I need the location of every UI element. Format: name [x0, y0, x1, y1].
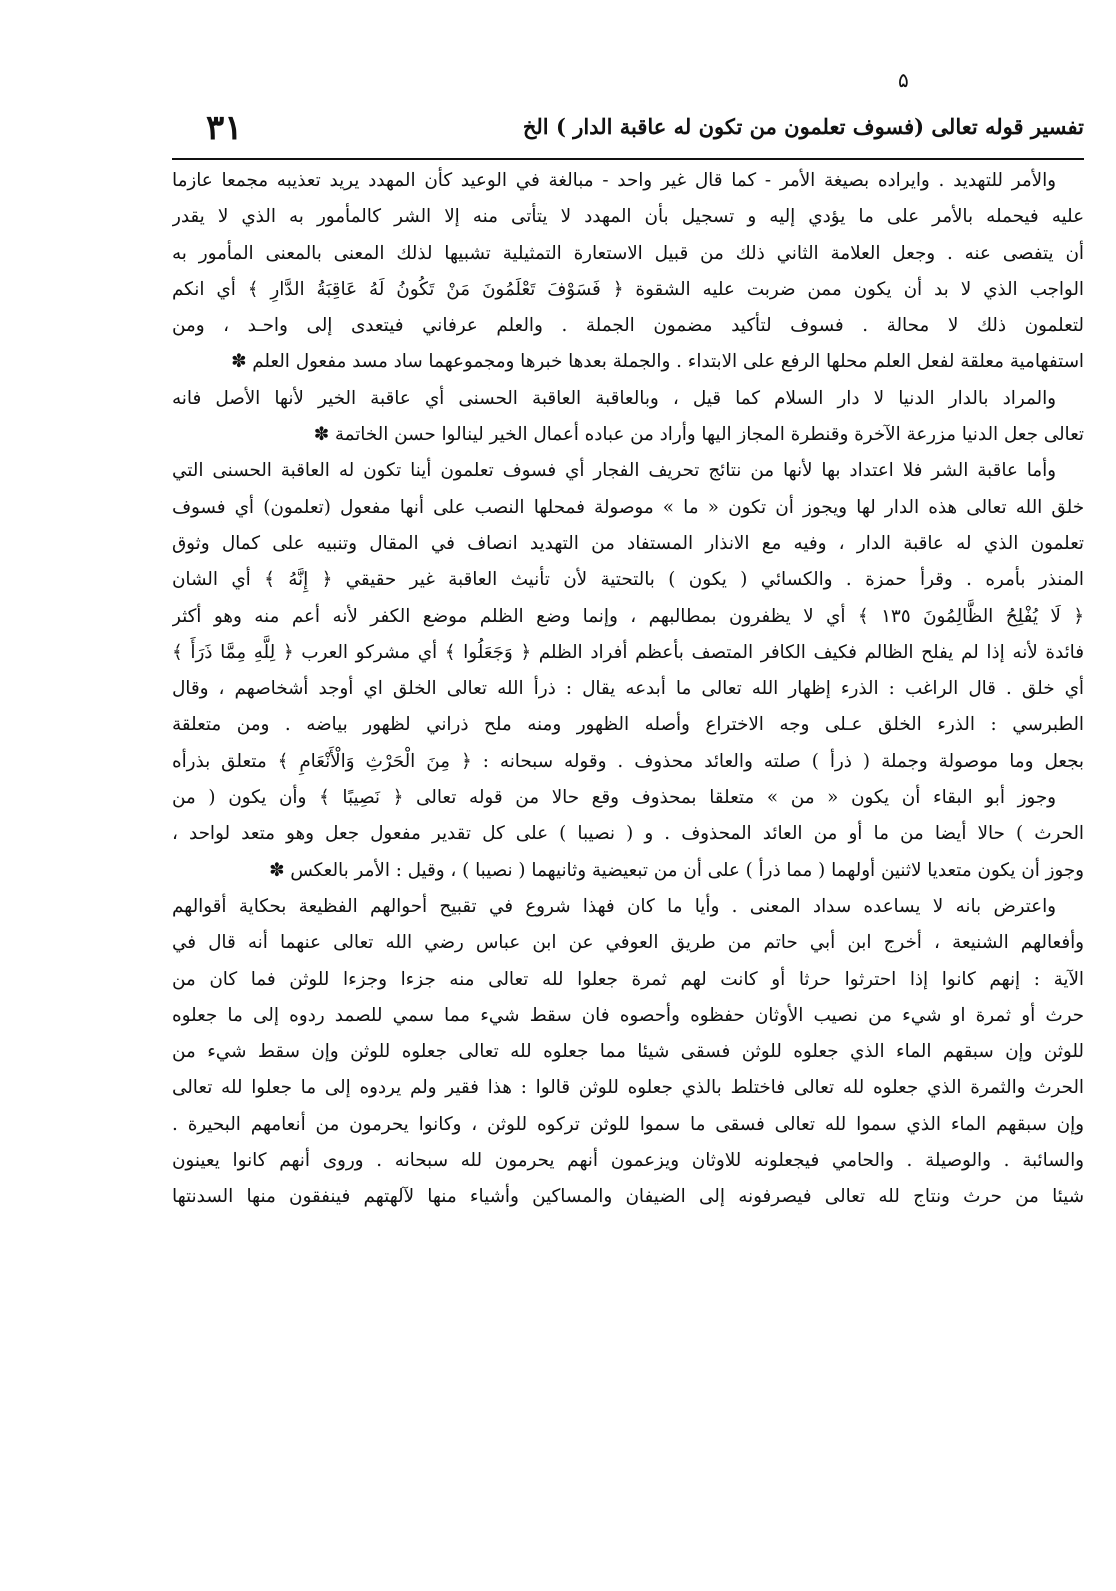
text-line: للوثن وإن سبقهم الماء الذي جعلوه للوثن فسقى شيئا مما جعلوه لله تعالى جعلوه للوثن وإن سقط شيء من — [172, 1041, 1084, 1063]
text-line: والمراد بالدار الدنيا لا دار السلام كما قيل ، وبالعاقبة العاقبة الحسنى أي عاقبة الخير لأنها الأصل فانه — [172, 387, 1056, 409]
text-line: الحرث والثمرة الذي جعلوه لله تعالى فاختلط بالذي جعلوه للوثن قالوا : هذا فقير ولم يردوه إلى ما جعلوا لله تعالى — [172, 1077, 1084, 1099]
text-line: ﴿ لَا يُفْلِحُ الظَّالِمُونَ ١٣٥ ﴾ أي لا يظفرون بمطالبهم ، وإنما وضع الظلم موضع الكفر لأنه أعم منه وهو أكثر — [172, 605, 1084, 627]
text-line: بجعل وما موصولة وجملة ( ذرأ ) صلته والعائد محذوف . وقوله سبحانه : ﴿ مِنَ الْحَرْثِ وَالْأَنْعَامِ ﴾ متعلق بذرأه — [172, 750, 1084, 772]
text-line: أن يتفصى عنه . وجعل العلامة الثاني ذلك من قبيل الاستعارة التمثيلية تشبيها لذلك المعنى بالمعنى المأمور به — [172, 242, 1084, 264]
page-mark: ۵ — [898, 68, 909, 92]
text-line: الآية : إنهم كانوا إذا احترثوا حرثا أو كانت لهم ثمرة جعلوا لله تعالى منه جزءا وجزءا للوثن فما كان من — [172, 968, 1084, 990]
text-line: وجوز أن يكون متعديا لاثنين أولهما ( مما ذرأ ) على أن من تبعيضية وثانيهما ( نصيبا ) ، وقيل : الأمر بالعكس ✽ — [269, 859, 1084, 881]
text-line: خلق الله تعالى هذه الدار لها ويجوز أن تكون « ما » موصولة فمحلها النصب على أنها مفعول (تعلمون) أي فسوف — [172, 496, 1084, 518]
text-line: الحرث ) حالا أيضا من ما أو من العائد المحذوف . و ( نصيبا ) على كل تقدير مفعول جعل وهو متعد لواحد ، — [172, 823, 1084, 845]
text-line: وأما عاقبة الشر فلا اعتداد بها لأنها من نتائج تحريف الفجار أي فسوف تعلمون أينا تكون له العاقبة الحسنى التي — [172, 460, 1056, 482]
text-line: فائدة لأنه إذا لم يفلح الظالم فكيف الكافر المتصف بأعظم أفراد الظلم ﴿ وَجَعَلُوا ﴾ أي مشركو العرب ﴿ لِلَّهِ مِمَّا ذَرَأَ ﴾ — [172, 641, 1084, 663]
text-line: تعلمون الذي له عاقبة الدار ، وفيه مع الانذار المستفاد من التهديد انصاف في المقال وتنبيه على كمال وثوق — [172, 532, 1084, 554]
text-line: أي خلق . قال الراغب : الذرء إظهار الله تعالى ما أبدعه يقال : ذرأ الله تعالى الخلق اي أوجد أشخاصهم ، وقال — [172, 678, 1084, 700]
text-line: وإن سبقهم الماء الذي سموا لله تعالى فسقى ما سموا للوثن تركوه للوثن ، وكانوا يحرمون من أنعامهم البحيرة . — [172, 1113, 1084, 1135]
text-line: والسائبة . والوصيلة . والحامي فيجعلونه للاوثان ويزعمون أنهم يحرمون لله سبحانه . وروى أنهم كانوا يعينون — [172, 1150, 1084, 1172]
text-line: استفهامية معلقة لفعل العلم محلها الرفع على الابتداء . والجملة بعدها خبرها ومجموعهما ساد مسد مفعول العلم ✽ — [231, 351, 1084, 373]
text-line: تعالى جعل الدنيا مزرعة الآخرة وقنطرة المجاز اليها وأراد من عباده أعمال الخير لينالوا حسن الخاتمة ✽ — [313, 424, 1084, 446]
text-line: والأمر للتهديد . وايراده بصيغة الأمر - كما قال غير واحد - مبالغة في الوعيد كأن المهدد يريد تعذيبه مجمعا عازما — [172, 170, 1056, 191]
text-line: عليه فيحمله بالأمر على ما يؤدي إليه و تسجيل بأن المهدد لا يتأتى منه إلا الشر كالمأمور به الذي لا يقدر — [172, 206, 1084, 228]
page-header — [172, 110, 1084, 160]
body-text — [172, 163, 1084, 1216]
text-line: الطبرسي : الذرء الخلق عـلى وجه الاختراع وأصله الظهور ومنه ملح ذراني لظهور بياضه . ومن متعلقة — [172, 714, 1084, 736]
text-line: الواجب الذي لا بد أن يكون ممن ضربت عليه الشقوة ﴿ فَسَوْفَ تَعْلَمُونَ مَنْ تَكُونُ لَهُ عَاقِبَةُ الدَّارِ ﴾ أي انكم — [172, 278, 1084, 300]
text-line: المنذر بأمره . وقرأ حمزة . والكسائي ( يكون ) بالتحتية لأن تأنيث العاقبة غير حقيقي ﴿ إِنَّهُ ﴾ أي الشان — [172, 569, 1084, 591]
text-line: شيئا من حرث ونتاج لله تعالى فيصرفونه إلى الضيفان والمساكين وأشياء منها لآلهتهم فينفقون منها السدنتها — [172, 1186, 1084, 1208]
text-line: حرث أو ثمرة او شيء من نصيب الأوثان حفظوه وأحصوه فان سقط شيء مما سمي للصمد ردوه إلى ما جعلوه — [172, 1004, 1084, 1026]
text-line: لتعلمون ذلك لا محالة . فسوف لتأكيد مضمون الجملة . والعلم عرفاني فيتعدى إلى واحـد ، ومن — [172, 315, 1084, 337]
page-number: ٣١ — [206, 108, 243, 148]
text-line: واعترض بانه لا يساعده سداد المعنى . وأيا ما كان فهذا شروع في تقبيح أحوالهم الفظيعة بحكاية أقوالهم — [172, 895, 1056, 917]
running-title: تفسير قوله تعالى (فسوف تعلمون من تكون له عاقبة الدار ) الخ — [522, 114, 1084, 139]
text-line: وجوز أبو البقاء أن يكون « من » متعلقا بمحذوف وقع حالا من قوله تعالى ﴿ نَصِيبًا ﴾ وأن يكون ( من — [172, 787, 1056, 809]
text-line: وأفعالهم الشنيعة ، أخرج ابن أبي حاتم من طريق العوفي عن ابن عباس رضي الله تعالى عنهما أنه قال في — [172, 932, 1084, 954]
